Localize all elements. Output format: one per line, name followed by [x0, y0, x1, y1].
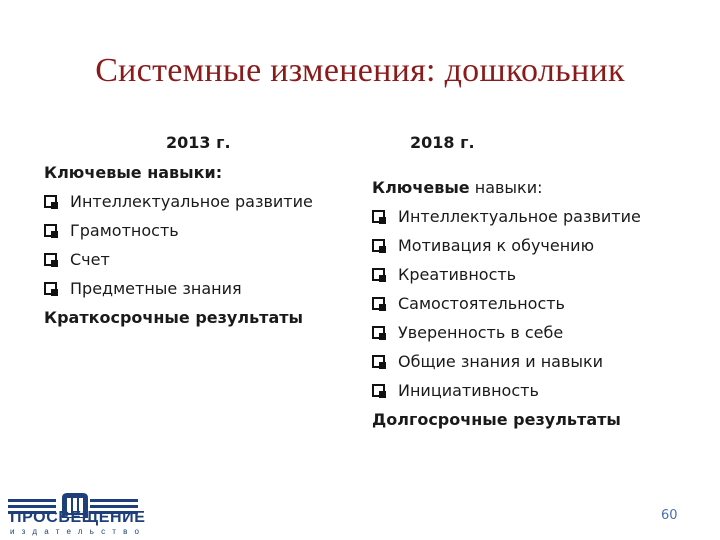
- list-item-label: Общие знания и навыки: [398, 352, 604, 371]
- list-item-label: Уверенность в себе: [398, 323, 564, 342]
- checkbox-bullet-icon: [372, 326, 386, 340]
- long-term-results: Долгосрочные результаты: [372, 410, 621, 429]
- list-item: [44, 187, 313, 216]
- list-item-label: Интеллектуальное развитие: [398, 207, 641, 226]
- slide-title: Системные изменения: дошкольник: [95, 52, 625, 89]
- list-item: [372, 260, 641, 289]
- checkbox-bullet-icon: [372, 297, 386, 311]
- list-item: [372, 289, 641, 318]
- checkbox-bullet-icon: [372, 210, 386, 224]
- list-item-label: Креативность: [398, 265, 517, 284]
- publisher-name: ПРОСВЕЩЕНИЕ: [10, 509, 146, 526]
- publisher-subtitle: издательство: [10, 527, 147, 536]
- list-item-label: Предметные знания: [70, 279, 242, 298]
- checkbox-bullet-icon: [372, 268, 386, 282]
- key-skills-heading-bold: Ключевые: [372, 178, 470, 197]
- checkbox-bullet-icon: [44, 195, 58, 209]
- key-skills-heading: [372, 173, 641, 202]
- list-item-label: Грамотность: [70, 221, 179, 240]
- checkbox-bullet-icon: [44, 253, 58, 267]
- list-item: [372, 376, 641, 405]
- list-item-label: Счет: [70, 250, 110, 269]
- list-item-label: Инициативность: [398, 381, 539, 400]
- checkbox-bullet-icon: [372, 384, 386, 398]
- checkbox-bullet-icon: [372, 355, 386, 369]
- column-2018: [372, 173, 641, 434]
- list-item-label: Самостоятельность: [398, 294, 565, 313]
- list-item: [44, 274, 313, 303]
- short-term-results: Краткосрочные результаты: [44, 308, 303, 327]
- list-item: [372, 231, 641, 260]
- list-item: [44, 216, 313, 245]
- list-item: [44, 245, 313, 274]
- list-item-label: Интеллектуальное развитие: [70, 192, 313, 211]
- page-number: 60: [661, 508, 678, 523]
- list-item-label: Мотивация к обучению: [398, 236, 595, 255]
- column-2013: [44, 158, 313, 332]
- year-2018-label: 2018 г.: [410, 133, 475, 152]
- year-2013-label: 2013 г.: [166, 133, 231, 152]
- key-skills-heading: Ключевые навыки:: [44, 163, 223, 182]
- checkbox-bullet-icon: [44, 282, 58, 296]
- list-item: [372, 347, 641, 376]
- list-item: [372, 202, 641, 231]
- key-skills-heading-rest: навыки:: [469, 178, 543, 197]
- checkbox-bullet-icon: [44, 224, 58, 238]
- checkbox-bullet-icon: [372, 239, 386, 253]
- list-item: [372, 318, 641, 347]
